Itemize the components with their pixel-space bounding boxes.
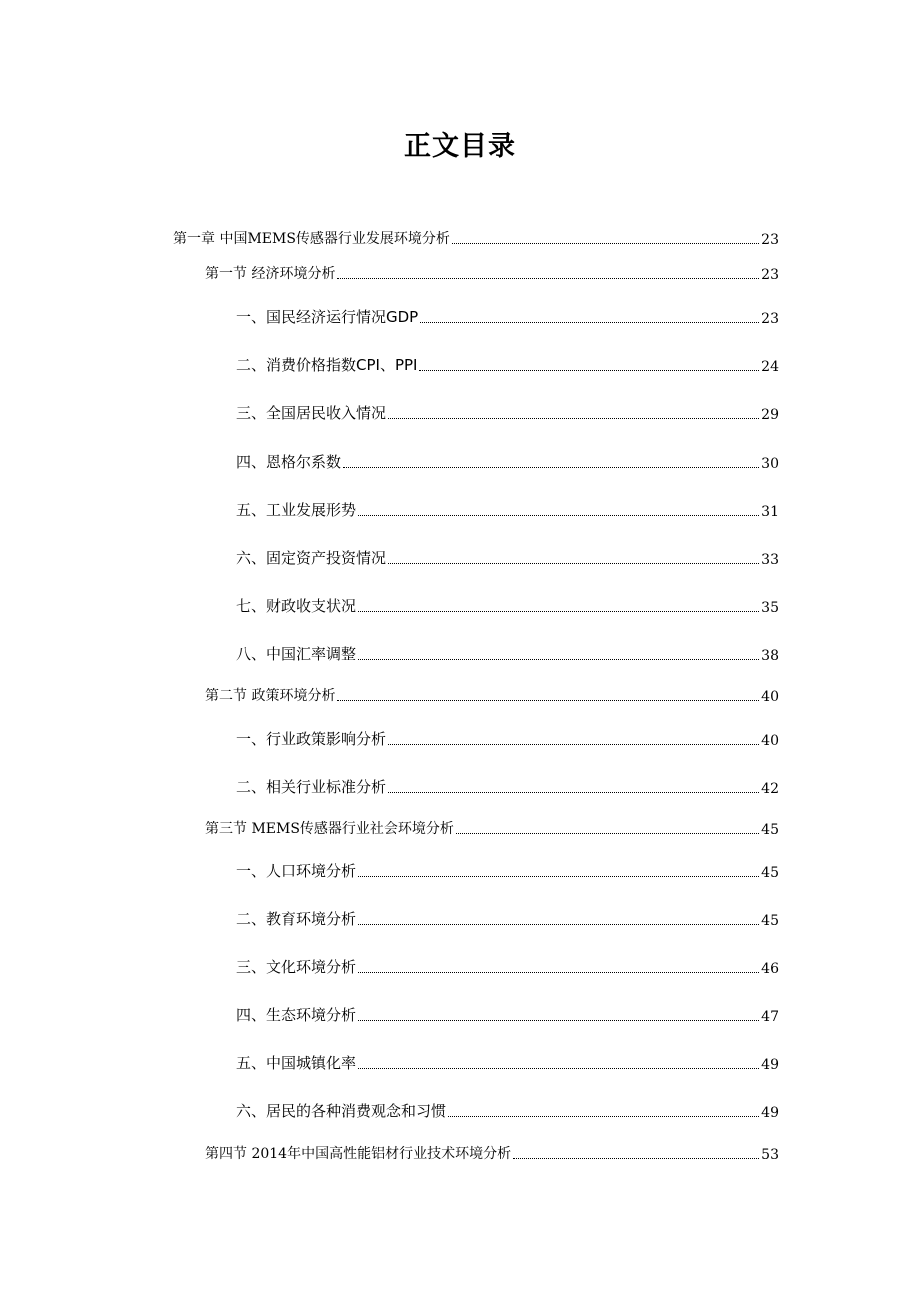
toc-entry[interactable] bbox=[236, 1003, 779, 1025]
toc-entry-page: 38 bbox=[761, 648, 779, 664]
toc-entry-page: 30 bbox=[761, 456, 779, 472]
toc-entry[interactable] bbox=[205, 1141, 779, 1163]
toc-entry-title: 二、消费价格指数CPI、PPI bbox=[236, 356, 418, 374]
toc-entry[interactable] bbox=[236, 401, 779, 423]
dot-leader bbox=[358, 659, 759, 660]
toc-entry-title: 四、生态环境分析 bbox=[236, 1006, 357, 1024]
toc-entry-page: 45 bbox=[761, 913, 779, 929]
toc-entry-page: 46 bbox=[761, 961, 779, 977]
toc-entry-page: 53 bbox=[761, 1147, 779, 1163]
dot-leader bbox=[358, 611, 759, 612]
dot-leader bbox=[358, 1068, 759, 1069]
toc-entry-page: 23 bbox=[761, 311, 779, 327]
toc-entry-title: 七、财政收支状况 bbox=[236, 597, 357, 615]
toc-entry[interactable] bbox=[236, 1099, 779, 1121]
toc-entry-title: 第一节 经济环境分析 bbox=[205, 266, 336, 282]
toc-entry[interactable] bbox=[236, 498, 779, 520]
page-title: 正文目录 bbox=[404, 131, 516, 162]
toc-entry-title: 第二节 政策环境分析 bbox=[205, 688, 336, 704]
toc-entry[interactable] bbox=[236, 775, 779, 797]
toc-entry-title: 五、中国城镇化率 bbox=[236, 1054, 357, 1072]
dot-leader bbox=[358, 1020, 759, 1021]
toc-entry-page: 29 bbox=[761, 407, 779, 423]
toc-entry-title: 第四节 2014年中国高性能铝材行业技术环境分析 bbox=[205, 1146, 512, 1162]
dot-leader bbox=[420, 322, 759, 323]
dot-leader bbox=[358, 876, 759, 877]
toc-entry[interactable] bbox=[236, 642, 779, 664]
toc-entry-page: 35 bbox=[761, 600, 779, 616]
toc-entry-page: 49 bbox=[761, 1057, 779, 1073]
dot-leader bbox=[456, 833, 759, 834]
toc-entry-page: 40 bbox=[761, 733, 779, 749]
dot-leader bbox=[337, 700, 759, 701]
dot-leader bbox=[448, 1116, 759, 1117]
toc-entry-title: 四、恩格尔系数 bbox=[236, 453, 342, 471]
toc-entry[interactable] bbox=[236, 450, 779, 472]
toc-entry-title: 三、全国居民收入情况 bbox=[236, 404, 387, 422]
toc-entry-title: 二、教育环境分析 bbox=[236, 910, 357, 928]
toc-entry[interactable] bbox=[205, 683, 779, 705]
toc-entry-title: 一、国民经济运行情况GDP bbox=[236, 308, 419, 326]
dot-leader bbox=[358, 972, 759, 973]
toc-entry-title: 一、行业政策影响分析 bbox=[236, 730, 387, 748]
dot-leader bbox=[343, 467, 759, 468]
toc-entry-page: 24 bbox=[761, 359, 779, 375]
dot-leader bbox=[388, 744, 759, 745]
dot-leader bbox=[452, 243, 759, 244]
dot-leader bbox=[358, 924, 759, 925]
toc-entry-title: 三、文化环境分析 bbox=[236, 958, 357, 976]
toc-entry-page: 45 bbox=[761, 822, 779, 838]
toc-entry-title: 六、居民的各种消费观念和习惯 bbox=[236, 1102, 447, 1120]
dot-leader bbox=[419, 370, 759, 371]
dot-leader bbox=[388, 563, 759, 564]
toc-entry[interactable] bbox=[173, 226, 779, 248]
dot-leader bbox=[513, 1158, 759, 1159]
toc-entry[interactable] bbox=[236, 546, 779, 568]
toc-entry-title: 二、相关行业标准分析 bbox=[236, 778, 387, 796]
toc-entry-title: 六、固定资产投资情况 bbox=[236, 549, 387, 567]
dot-leader bbox=[388, 418, 759, 419]
toc-entry-page: 49 bbox=[761, 1105, 779, 1121]
toc-entry-page: 45 bbox=[761, 865, 779, 881]
toc-entry[interactable] bbox=[236, 1051, 779, 1073]
toc-entry[interactable] bbox=[236, 955, 779, 977]
toc-entry-page: 40 bbox=[761, 689, 779, 705]
toc-entry-page: 31 bbox=[761, 504, 779, 520]
toc-entry-page: 33 bbox=[761, 552, 779, 568]
toc-entry[interactable] bbox=[236, 594, 779, 616]
toc-entry-page: 23 bbox=[761, 267, 779, 283]
toc-entry-page: 47 bbox=[761, 1009, 779, 1025]
toc-entry-page: 23 bbox=[761, 232, 779, 248]
toc-entry-title: 八、中国汇率调整 bbox=[236, 645, 357, 663]
toc-entry-title: 第三节 MEMS传感器行业社会环境分析 bbox=[205, 821, 454, 837]
toc-entry[interactable] bbox=[236, 353, 779, 375]
dot-leader bbox=[358, 515, 759, 516]
toc-entry[interactable] bbox=[205, 261, 779, 283]
toc-entry-page: 42 bbox=[761, 781, 779, 797]
toc-entry[interactable] bbox=[236, 305, 779, 327]
dot-leader bbox=[337, 278, 759, 279]
toc-entry[interactable] bbox=[205, 816, 779, 838]
toc-entry[interactable] bbox=[236, 907, 779, 929]
toc-entry-title: 第一章 中国MEMS传感器行业发展环境分析 bbox=[173, 231, 450, 247]
dot-leader bbox=[388, 792, 759, 793]
toc-entry-title: 五、工业发展形势 bbox=[236, 501, 357, 519]
toc-entry[interactable] bbox=[236, 727, 779, 749]
toc-entry-title: 一、人口环境分析 bbox=[236, 862, 357, 880]
toc-entry[interactable] bbox=[236, 859, 779, 881]
